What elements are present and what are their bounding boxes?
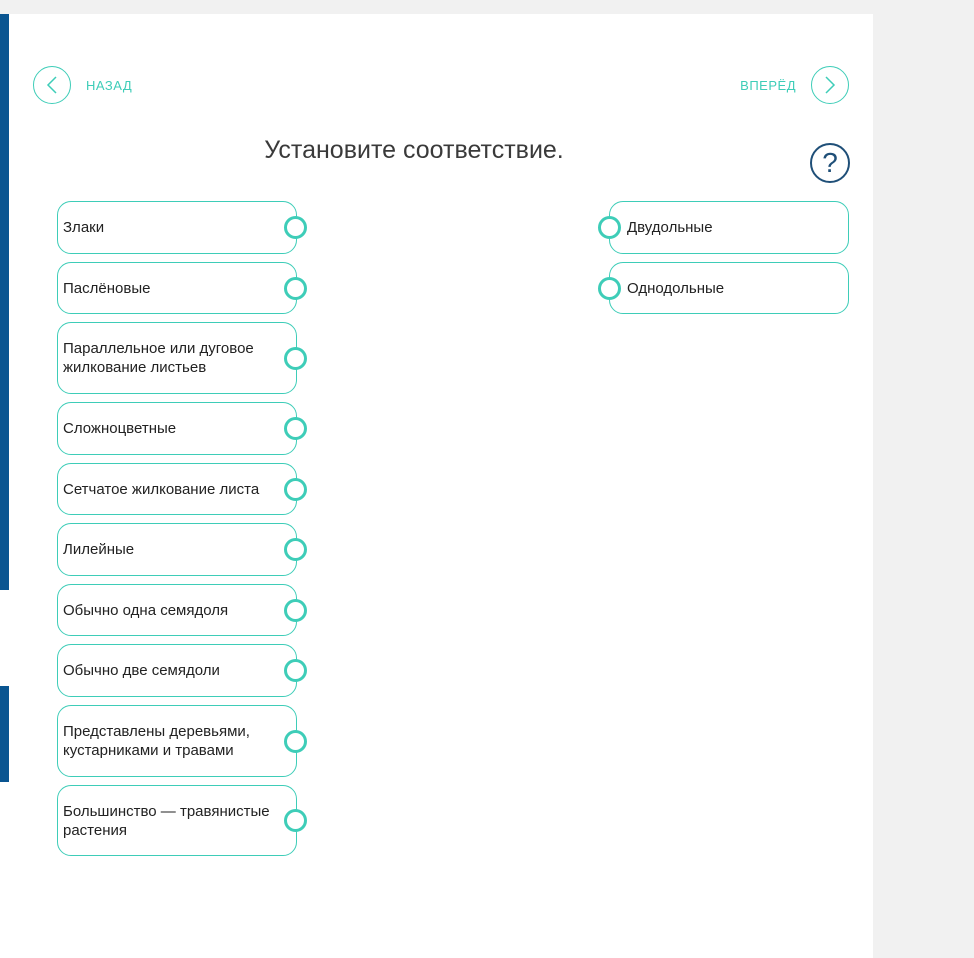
side-accent-bar: [0, 14, 9, 590]
left-item-label: Паслёновые: [63, 279, 151, 297]
left-item-label: Обычно две семядоли: [63, 662, 220, 679]
connector-dot[interactable]: [284, 538, 307, 561]
forward-label: ВПЕРЁД: [740, 77, 796, 93]
left-item-label: Обычно одна семядоля: [63, 601, 229, 619]
connector-dot[interactable]: [284, 599, 307, 622]
right-item-label: Двудольные: [627, 219, 713, 236]
connector-dot[interactable]: [284, 216, 307, 239]
help-icon[interactable]: ?: [810, 143, 850, 183]
left-item[interactable]: [57, 201, 297, 254]
left-item[interactable]: [57, 262, 297, 314]
left-item-label: Сложноцветные: [63, 420, 177, 437]
left-item-label: Злаки: [63, 219, 105, 236]
side-accent-bar: [0, 686, 9, 782]
connector-dot[interactable]: [598, 216, 621, 239]
forward-button[interactable]: [740, 66, 849, 104]
left-item[interactable]: [57, 322, 297, 394]
connector-dot[interactable]: [284, 277, 307, 300]
left-item[interactable]: [57, 785, 297, 856]
back-label: НАЗАД: [86, 77, 133, 93]
connector-dot[interactable]: [284, 730, 307, 753]
left-item-label: Большинство — травянистые растения: [63, 802, 270, 839]
connector-dot[interactable]: [284, 347, 307, 370]
connector-dot[interactable]: [284, 417, 307, 440]
left-item[interactable]: [57, 644, 297, 697]
connector-dot[interactable]: [284, 809, 307, 832]
left-item[interactable]: [57, 402, 297, 455]
connector-dot[interactable]: [284, 478, 307, 501]
back-button[interactable]: [33, 66, 132, 104]
right-item-label: Однодольные: [627, 279, 725, 297]
page-title: Установите соответствие.: [264, 136, 564, 164]
left-item[interactable]: [57, 463, 297, 515]
chevron-right-icon: [811, 66, 849, 104]
right-item[interactable]: [609, 262, 849, 314]
left-item[interactable]: [57, 523, 297, 576]
left-item[interactable]: [57, 584, 297, 636]
chevron-left-icon: [33, 66, 71, 104]
right-item[interactable]: [609, 201, 849, 254]
left-item-label: Параллельное или дуговое жилкование листьев: [63, 340, 254, 376]
connector-dot[interactable]: [284, 659, 307, 682]
left-item[interactable]: [57, 705, 297, 777]
connector-dot[interactable]: [598, 277, 621, 300]
left-item-label: Лилейные: [63, 541, 135, 558]
left-item-label: Представлены деревьями, кустарниками и травами: [63, 723, 250, 759]
left-item-label: Сетчатое жилкование листа: [63, 480, 260, 498]
